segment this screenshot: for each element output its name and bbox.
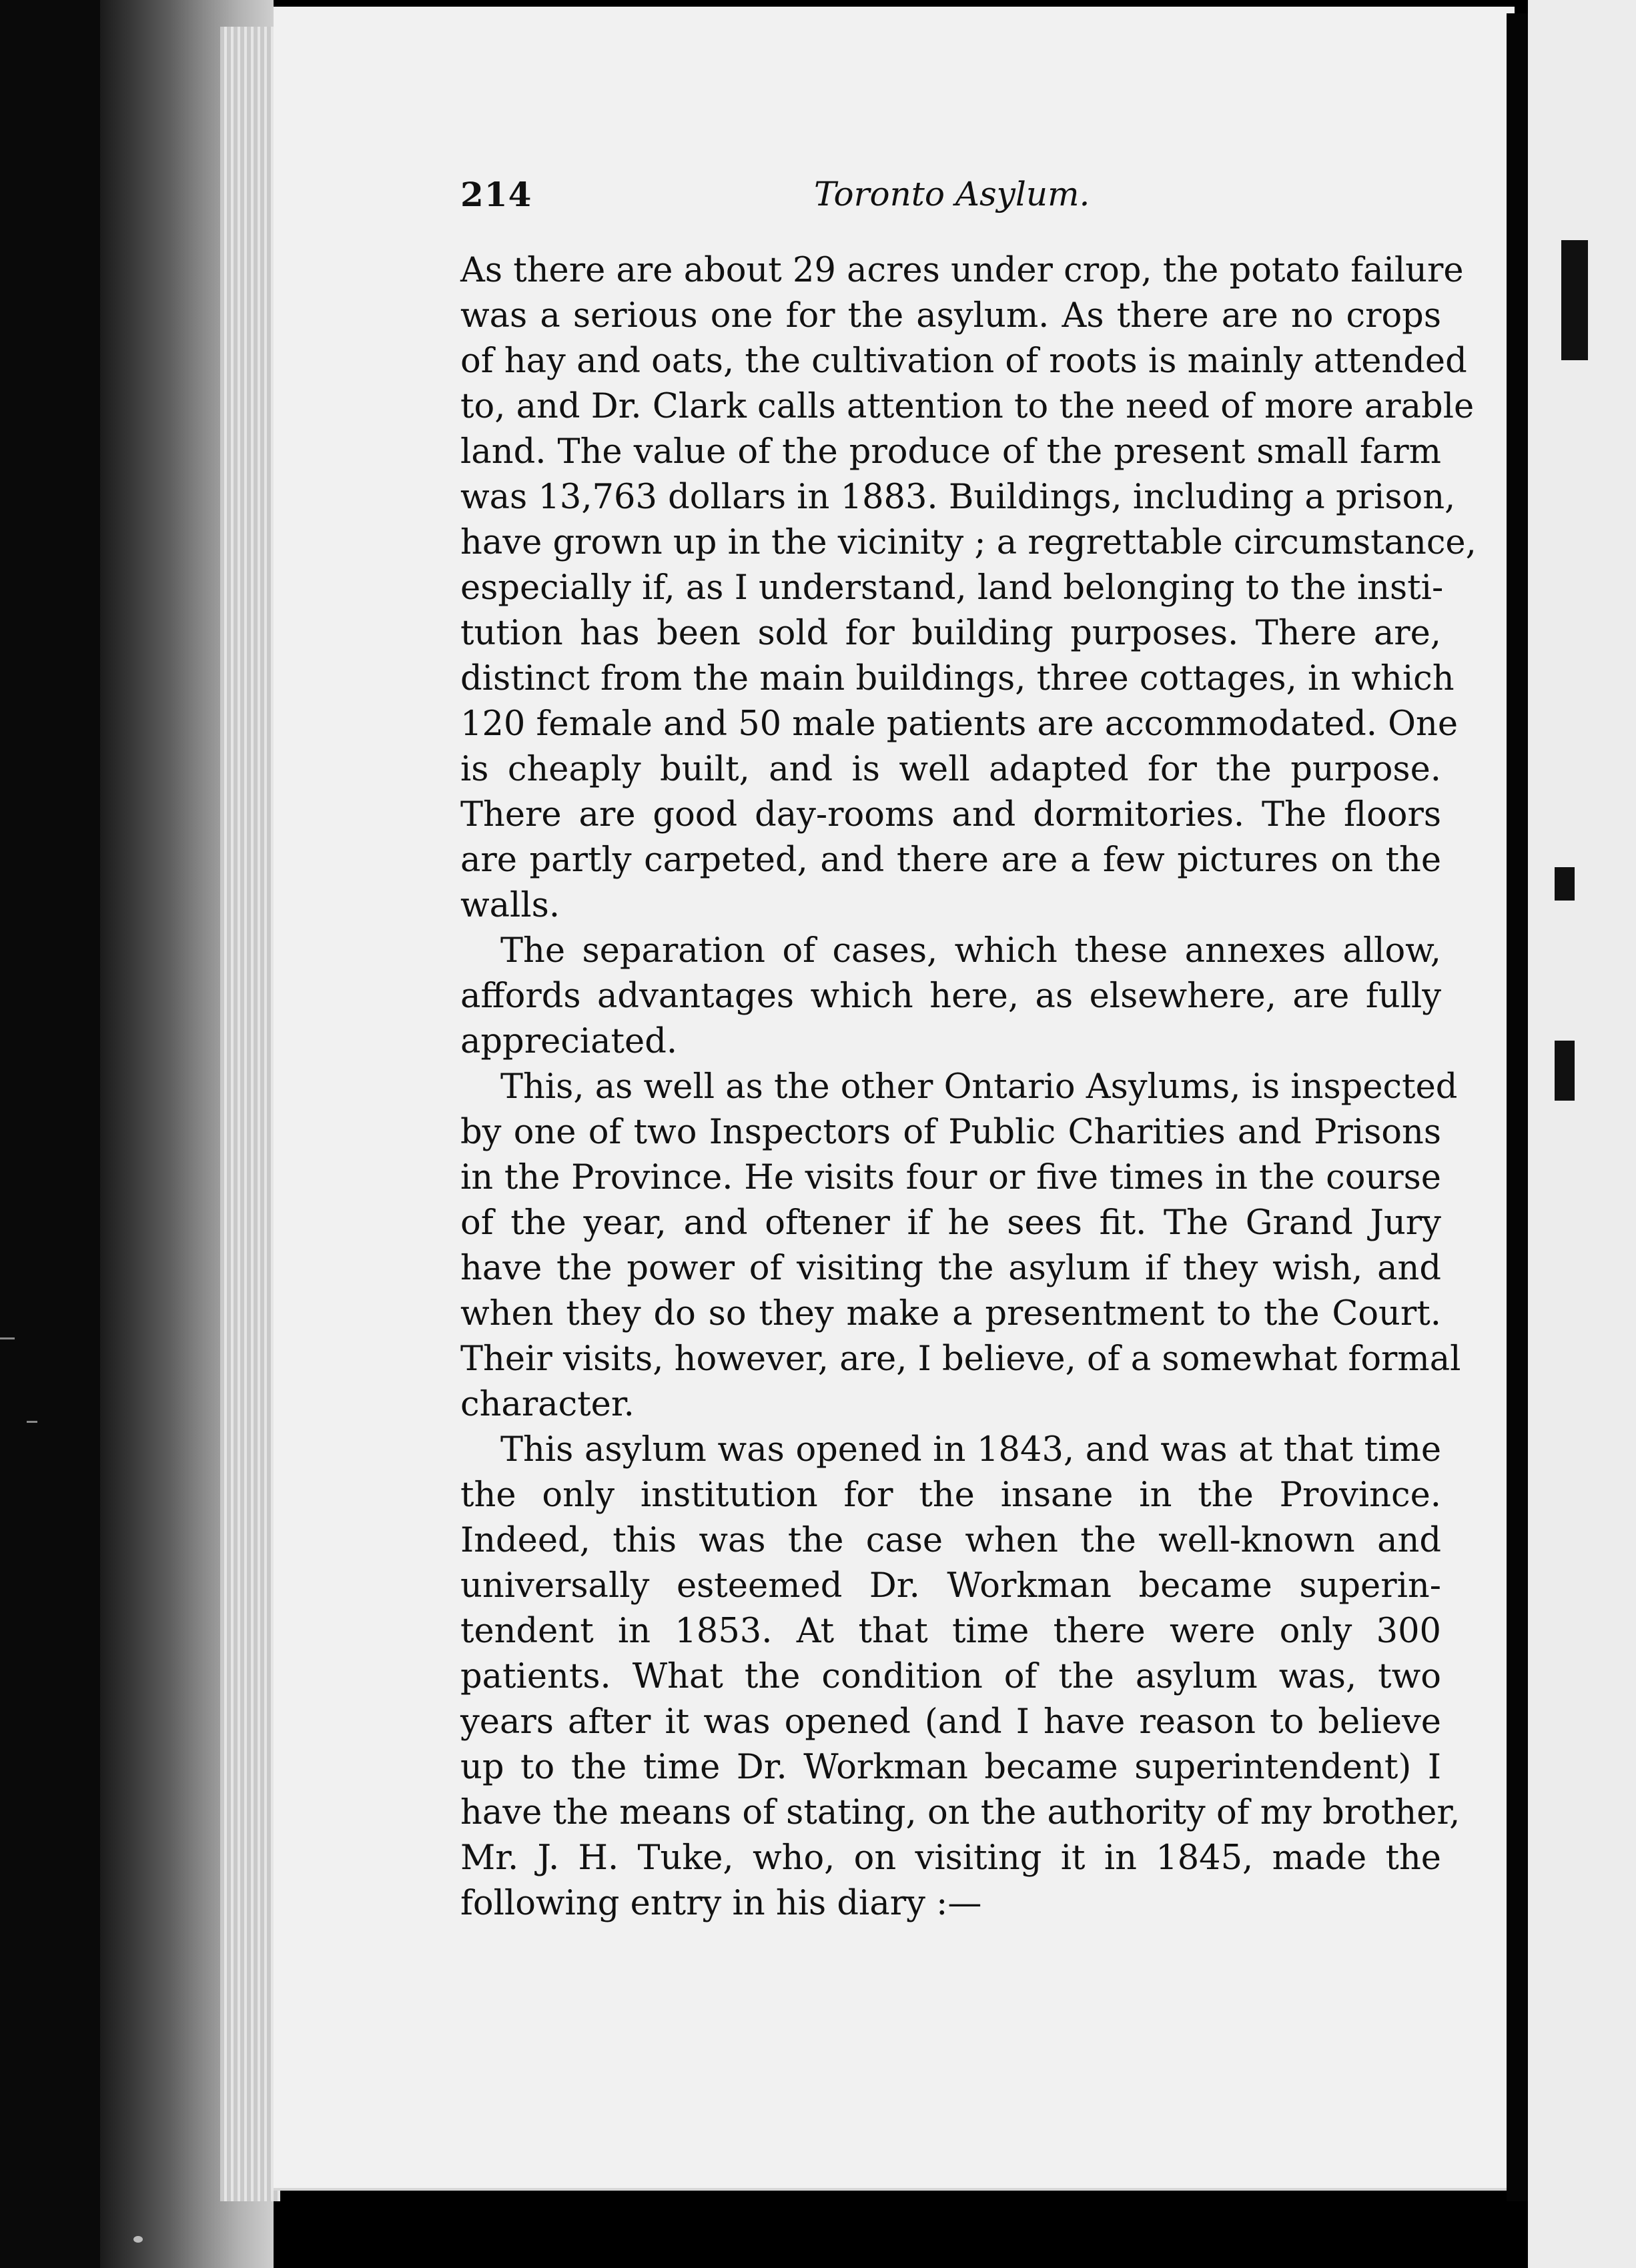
paragraph [460,1428,1461,1926]
text-line: The separation of cases, which these annexes allow, [500,931,1441,971]
running-head [460,175,1101,228]
text-line: years after it was opened (and I have reason to believe [460,1702,1441,1742]
text-line: is cheaply built, and is well adapted for the purpose. [460,750,1441,789]
text-line: distinct from the main buildings, three cottages, in which [460,659,1455,698]
text-line: There are good day-rooms and dormitories. The floors [460,795,1441,834]
text-line: character. [460,1385,635,1424]
text-line: up to the time Dr. Workman became superintendent) I [460,1748,1441,1787]
text-line: of the year, and oftener if he sees fit. The Grand Jury [460,1203,1441,1243]
scan-margin-mark [0,1337,15,1339]
text-line: the only institution for the insane in the Province. [460,1476,1441,1515]
text-line: have grown up in the vicinity ; a regrettable circumstance, [460,523,1477,562]
text-line: land. The value of the produce of the present small farm [460,432,1441,472]
text-line: appreciated. [460,1022,678,1061]
text-line: by one of two Inspectors of Public Charities and Prisons [460,1113,1441,1152]
paragraph [460,1065,1461,1428]
text-line: tendent in 1853. At that time there were only 300 [460,1612,1441,1651]
page-tab [1555,867,1575,901]
page-number: 214 [460,175,532,214]
text-line: have the power of visiting the asylum if they wish, and [460,1249,1441,1288]
text-line: when they do so they make a presentment to the Court. [460,1294,1441,1333]
page-tab [1555,1041,1575,1101]
body-text [460,248,1477,1926]
text-line: are partly carpeted, and there are a few pictures on the [460,840,1441,880]
scan-speck [133,2236,143,2243]
text-line: tution has been sold for building purposes. There are, [460,614,1441,653]
page-tab [1561,240,1588,360]
text-line: to, and Dr. Clark calls attention to the need of more arable [460,387,1475,426]
right-gutter [1507,13,1528,2201]
page-edges [220,27,280,2201]
text-line: Their visits, however, are, I believe, of a somewhat formal [460,1339,1461,1379]
text-line: of hay and oats, the cultivation of roots is mainly attended [460,342,1467,381]
text-line: walls. [460,886,560,925]
text-line: patients. What the condition of the asylum was, two [460,1657,1441,1696]
text-line: especially if, as I understand, land belonging to the insti- [460,568,1444,608]
text-line: universally esteemed Dr. Workman became superin- [460,1566,1441,1606]
scan-margin-mark [27,1421,37,1423]
text-line: Indeed, this was the case when the well-known and [460,1521,1441,1560]
text-line: This asylum was opened in 1843, and was at that time [500,1430,1441,1470]
text-line: was 13,763 dollars in 1883. Buildings, including a prison, [460,478,1456,517]
text-line: have the means of stating, on the authority of my brother, [460,1793,1461,1832]
paragraph [460,248,1477,929]
running-title: Toronto Asylum. [814,175,1090,213]
text-line: following entry in his diary :— [460,1884,982,1923]
text-line: was a serious one for the asylum. As there are no crops [460,296,1441,336]
text-line: This, as well as the other Ontario Asylums, is inspected [500,1067,1458,1107]
text-line: As there are about 29 acres under crop, the potato failure [460,251,1464,290]
paragraph [460,929,1441,1065]
text-line: 120 female and 50 male patients are accommodated. One [460,704,1459,744]
text-line: affords advantages which here, as elsewhere, are fully [460,977,1441,1016]
text-line: in the Province. He visits four or five times in the course [460,1158,1441,1197]
text-line: Mr. J. H. Tuke, who, on visiting it in 1845, made the [460,1838,1441,1878]
